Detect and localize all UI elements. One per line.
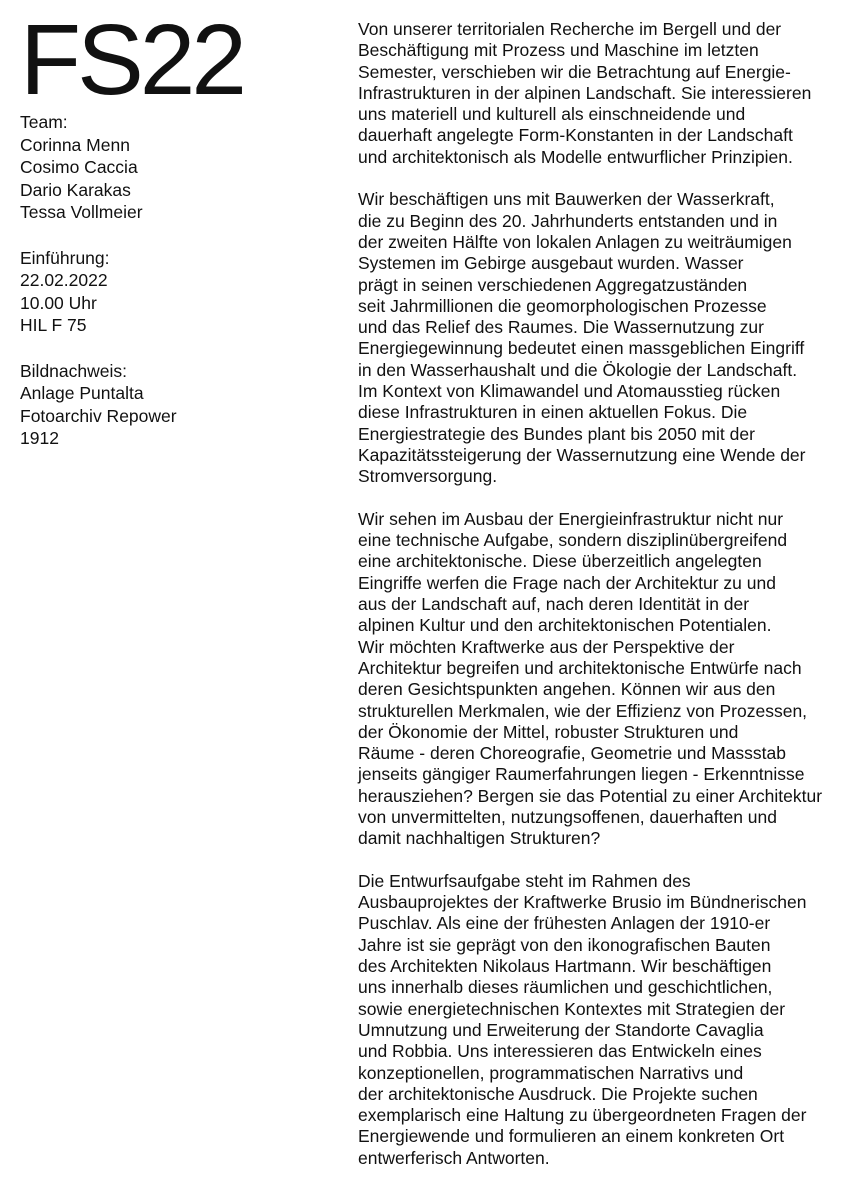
introduction-block [20,247,320,337]
paragraph-line: entwerferisch Antworten. [358,1147,550,1168]
body-paragraph [358,19,830,168]
body-paragraph [358,189,830,487]
paragraph-line: uns materiell und kulturell als einschneidende und [358,104,746,125]
paragraph-line: Systemen im Gebirge ausgebaut wurden. Wasser [358,253,744,274]
introduction-heading: Einführung: [20,247,110,268]
paragraph-line: Puschlav. Als eine der frühesten Anlagen der 1910-er [358,913,771,934]
credits-heading: Bildnachweis: [20,360,127,381]
paragraph-line: in den Wasserhaushalt und die Ökologie der Landschaft. [358,359,798,380]
paragraph-line: aus der Landschaft auf, nach deren Identität in der [358,594,750,615]
page-title: FS22 [20,4,244,116]
body-paragraph [358,871,830,1169]
team-member: Dario Karakas [20,179,131,200]
paragraph-line: alpinen Kultur und den architektonischen Potentialen. [358,615,772,636]
introduction-date: 22.02.2022 [20,270,108,291]
paragraph-line: Architektur begreifen und architektonische Entwürfe nach [358,657,802,678]
introduction-time: 10.00 Uhr [20,292,97,313]
paragraph-line: und architektonisch als Modelle entwurflicher Prinzipien. [358,146,793,167]
team-member: Corinna Menn [20,134,130,155]
paragraph-line: Von unserer territorialen Recherche im Bergell und der [358,19,782,39]
credits-block [20,360,320,450]
paragraph-line: von unvermittelten, nutzungsoffenen, dauerhaften und [358,806,778,827]
paragraph-line: Stromversorgung. [358,466,498,487]
paragraph-line: damit nachhaltigen Strukturen? [358,828,601,849]
paragraph-line: uns innerhalb dieses räumlichen und geschichtlichen, [358,977,773,998]
paragraph-line: Semester, verschieben wir die Betrachtung auf Energie- [358,61,791,82]
paragraph-line: eine technische Aufgabe, sondern disziplinübergreifend [358,530,788,551]
paragraph-line: Ausbauprojektes der Kraftwerke Brusio im Bündnerischen [358,892,807,913]
paragraph-line: des Architekten Nikolaus Hartmann. Wir beschäftigen [358,956,772,977]
team-block [20,111,320,224]
team-heading: Team: [20,112,68,132]
sidebar [20,4,320,450]
paragraph-line: Räume - deren Choreografie, Geometrie und Massstab [358,743,786,764]
team-member: Cosimo Caccia [20,157,138,178]
body-paragraph [358,509,830,850]
paragraph-line: Im Kontext von Klimawandel und Atomausstieg rücken [358,381,781,402]
credits-line: Fotoarchiv Repower [20,405,177,426]
paragraph-line: Infrastrukturen in der alpinen Landschaft. Sie interessieren [358,82,812,103]
paragraph-line: Energiegewinnung bedeutet einen massgeblichen Eingriff [358,338,805,359]
paragraph-line: Die Entwurfsaufgabe steht im Rahmen des [358,870,691,891]
paragraph-line: Eingriffe werfen die Frage nach der Architektur zu und [358,572,776,593]
paragraph-line: Kapazitätssteigerung der Wassernutzung eine Wende der [358,444,806,465]
paragraph-line: Wir möchten Kraftwerke aus der Perspektive der [358,636,735,657]
paragraph-line: jenseits gängiger Raumerfahrungen liegen - Erkenntnisse [358,764,805,785]
paragraph-line: sowie energietechnischen Kontextes mit Strategien der [358,998,786,1019]
paragraph-line: der Ökonomie der Mittel, robuster Strukturen und [358,721,739,742]
paragraph-line: Energiestrategie des Bundes plant bis 2050 mit der [358,423,755,444]
paragraph-line: und das Relief des Raumes. Die Wassernutzung zur [358,317,764,338]
paragraph-line: Wir sehen im Ausbau der Energieinfrastruktur nicht nur [358,508,784,529]
paragraph-line: Energiewende und formulieren an einem konkreten Ort [358,1126,785,1147]
introduction-room: HIL F 75 [20,315,87,336]
paragraph-line: seit Jahrmillionen die geomorphologischen Prozesse [358,295,767,316]
paragraph-line: der architektonische Ausdruck. Die Projekte suchen [358,1083,758,1104]
paragraph-line: prägt in seinen verschiedenen Aggregatzuständen [358,274,748,295]
paragraph-line: konzeptionellen, programmatischen Narrativs und [358,1062,744,1083]
paragraph-line: Jahre ist sie geprägt von den ikonografischen Bauten [358,934,771,955]
paragraph-line: die zu Beginn des 20. Jahrhunderts entstanden und in [358,210,778,231]
paragraph-line: Umnutzung und Erweiterung der Standorte Cavaglia [358,1019,764,1040]
paragraph-line: eine architektonische. Diese überzeitlich angelegten [358,551,762,572]
paragraph-line: diese Infrastrukturen in einen aktuellen Fokus. Die [358,402,748,423]
paragraph-line: herausziehen? Bergen sie das Potential zu einer Architektur [358,785,823,806]
body-text [358,19,830,1169]
paragraph-line: deren Gesichtspunkten angehen. Können wir aus den [358,679,776,700]
credits-line: 1912 [20,428,59,449]
paragraph-line: dauerhaft angelegte Form-Konstanten in der Landschaft [358,125,793,146]
paragraph-line: der zweiten Hälfte von lokalen Anlagen zu weiträumigen [358,231,792,252]
paragraph-line: Beschäftigung mit Prozess und Maschine im letzten [358,40,759,61]
credits-line: Anlage Puntalta [20,383,144,404]
team-member: Tessa Vollmeier [20,202,143,223]
paragraph-line: strukturellen Merkmalen, wie der Effizienz von Prozessen, [358,700,808,721]
paragraph-line: Wir beschäftigen uns mit Bauwerken der Wasserkraft, [358,189,775,210]
paragraph-line: exemplarisch eine Haltung zu übergeordneten Fragen der [358,1105,807,1126]
paragraph-line: und Robbia. Uns interessieren das Entwickeln eines [358,1041,762,1062]
